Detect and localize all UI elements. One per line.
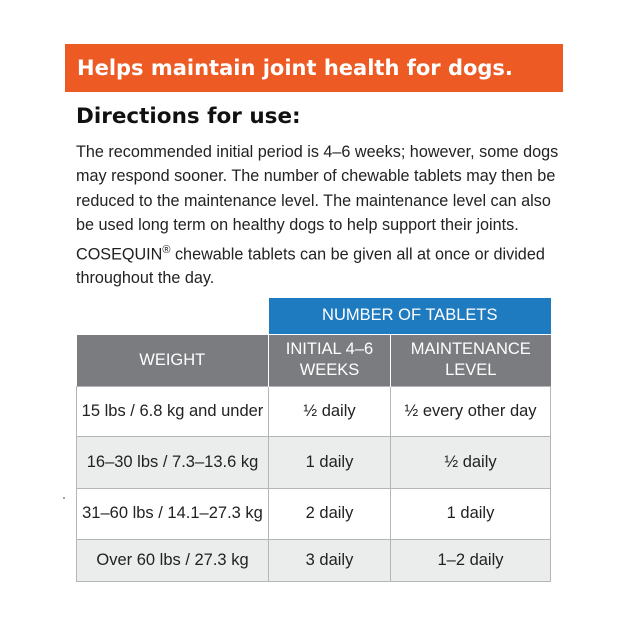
directions-heading: Directions for use: — [76, 104, 301, 129]
directions-text-part1: The recommended initial period is 4–6 weeks; however, some dogs may respond sooner. The number of chewable tablets may then be reduced to the maintenance level. The maintenance level can also be used long term on healthy dogs to help support their joints. COSEQUIN — [76, 143, 559, 264]
maintenance-cell: ½ every other day — [391, 386, 551, 436]
weight-column-header: WEIGHT — [77, 334, 269, 386]
maintenance-cell: ½ daily — [391, 436, 551, 488]
directions-text-part2: chewable tablets can be given all at once or divided throughout the day. — [76, 245, 545, 288]
initial-column-header: INITIAL 4–6 WEEKS — [269, 334, 391, 386]
directions-paragraph — [76, 140, 560, 291]
weight-cell: 16–30 lbs / 7.3–13.6 kg — [77, 436, 269, 488]
table-row — [77, 386, 551, 436]
headline-banner — [65, 44, 563, 92]
table-row — [77, 539, 551, 581]
group-header-spacer — [77, 298, 269, 334]
column-header-row — [77, 334, 551, 386]
weight-cell: 31–60 lbs / 14.1–27.3 kg — [77, 488, 269, 539]
headline-text: Helps maintain joint health for dogs. — [77, 56, 513, 80]
maintenance-cell: 1–2 daily — [391, 539, 551, 581]
group-header-row — [77, 298, 551, 334]
dosage-table — [76, 298, 551, 582]
initial-cell: ½ daily — [269, 386, 391, 436]
weight-cell: Over 60 lbs / 27.3 kg — [77, 539, 269, 581]
table-row — [77, 436, 551, 488]
number-of-tablets-header: NUMBER OF TABLETS — [269, 298, 551, 334]
maintenance-column-header: MAINTENANCE LEVEL — [391, 334, 551, 386]
initial-cell: 3 daily — [269, 539, 391, 581]
maintenance-cell: 1 daily — [391, 488, 551, 539]
stray-dot — [63, 497, 65, 499]
registered-mark: ® — [162, 243, 171, 256]
initial-cell: 2 daily — [269, 488, 391, 539]
table-row — [77, 488, 551, 539]
initial-cell: 1 daily — [269, 436, 391, 488]
weight-cell: 15 lbs / 6.8 kg and under — [77, 386, 269, 436]
